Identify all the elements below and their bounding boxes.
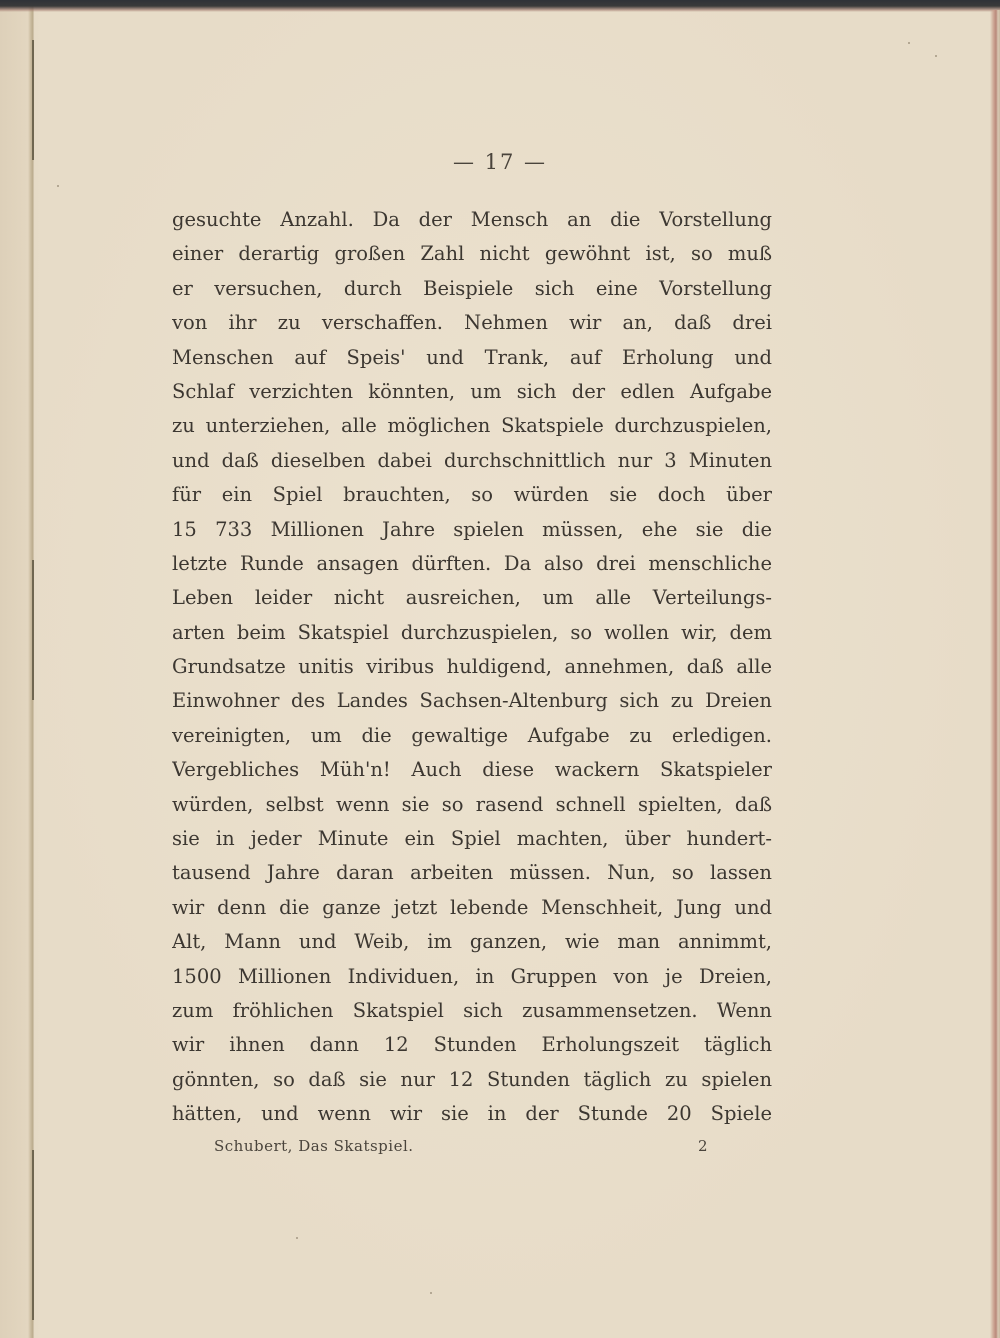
text-line: tausend Jahre daran arbeiten müssen. Nun, so lassen [172, 861, 772, 885]
text-line: für ein Spiel brauchten, so würden sie doch über [172, 483, 772, 507]
binding-thread [32, 40, 34, 160]
text-line: wir denn die ganze jetzt lebende Menschheit, Jung und [172, 895, 772, 919]
text-line: Alt, Mann und Weib, im ganzen, wie man annimmt, [172, 930, 772, 954]
text-line: und daß dieselben dabei durchschnittlich nur 3 Minuten [172, 448, 772, 472]
signature-line: Schubert, Das Skatspiel. [214, 1137, 414, 1155]
sheet-number: 2 [698, 1137, 708, 1155]
text-line: zu unterziehen, alle möglichen Skatspiele durchzuspielen, [172, 414, 772, 438]
text-line: 1500 Millionen Individuen, in Gruppen von je Dreien, [172, 964, 772, 988]
page-number-header: — 17 — [452, 150, 548, 174]
text-line: letzte Runde ansagen dürften. Da also drei menschliche [172, 551, 772, 575]
text-line: würden, selbst wenn sie so rasend schnell spielten, daß [172, 792, 772, 816]
scan-top-edge [0, 0, 1000, 12]
text-line: Grundsatze unitis viribus huldigend, annehmen, daß alle [172, 655, 772, 679]
text-line: 15 733 Millionen Jahre spielen müssen, ehe sie die [172, 517, 772, 541]
text-line: gesuchte Anzahl. Da der Mensch an die Vorstellung [172, 208, 772, 231]
binding-thread [32, 560, 34, 700]
text-line: gönnten, so daß sie nur 12 Stunden täglich zu spielen [172, 1067, 772, 1091]
page-right-edge [990, 10, 1000, 1338]
text-line: von ihr zu verschaffen. Nehmen wir an, daß drei [172, 311, 772, 335]
text-line: er versuchen, durch Beispiele sich eine Vorstellung [172, 276, 772, 300]
text-line: Menschen auf Speis' und Trank, auf Erholung und [172, 345, 772, 369]
text-line: sie in jeder Minute ein Spiel machten, über hundert- [172, 827, 772, 851]
text-line: Leben leider nicht ausreichen, um alle Verteilungs- [172, 586, 772, 610]
text-line: Schlaf verzichten könnten, um sich der edlen Aufgabe [172, 379, 772, 403]
text-line: einer derartig großen Zahl nicht gewöhnt ist, so muß [172, 242, 772, 266]
body-text [172, 203, 772, 1132]
text-line: wir ihnen dann 12 Stunden Erholungszeit täglich [172, 1033, 772, 1057]
text-line: Einwohner des Landes Sachsen-Altenburg sich zu Dreien [172, 689, 772, 713]
text-line: hätten, und wenn wir sie in der Stunde 20 Spiele [172, 1102, 772, 1126]
text-line: zum fröhlichen Skatspiel sich zusammensetzen. Wenn [172, 998, 772, 1022]
text-line: arten beim Skatspiel durchzuspielen, so wollen wir, dem [172, 620, 772, 644]
page-footer [214, 1137, 714, 1161]
binding-fold [0, 0, 34, 1338]
text-line: vereinigten, um die gewaltige Aufgabe zu erledigen. [172, 723, 772, 747]
text-line: Vergebliches Müh'n! Auch diese wackern Skatspieler [172, 758, 772, 782]
binding-thread [32, 1150, 34, 1320]
